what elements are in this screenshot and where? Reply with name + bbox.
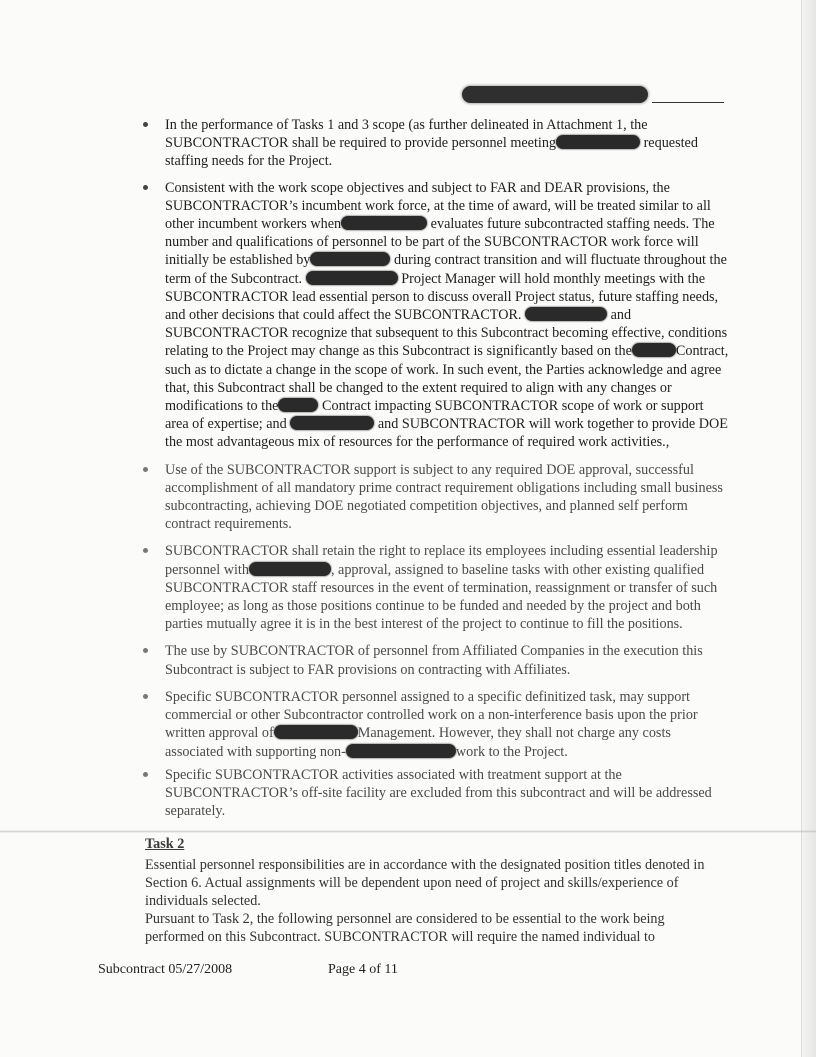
bullet-text: Project Manager will hold monthly meetings with the SUBCONTRACTOR lead essential person to discuss overall Project status, future staffing needs, and other decisions that could affect the SUBCONTRACTOR. [165, 270, 719, 324]
task-2-paragraph-2: Pursuant to Task 2, the following personnel are considered to be essential to the work being performed on this Subcontract. SUBCONTRACTOR will require the named individual to [145, 911, 665, 946]
bullet-item [140, 766, 730, 821]
redaction-mark [290, 416, 374, 430]
bullet-text: during contract transition and will fluctuate throughout the term of the Subcontract. [165, 252, 727, 287]
bullet-dot-icon [143, 772, 148, 777]
redaction-mark [346, 744, 456, 758]
bullet-text: and SUBCONTRACTOR will work together to provide DOE the most advantageous mix of resources for the performance of required work activities., [165, 416, 728, 451]
redaction-mark [632, 343, 676, 357]
bullet-item [140, 688, 730, 761]
page-edge-shadow [801, 0, 816, 1057]
redaction-mark [249, 562, 331, 576]
header-redaction [462, 86, 648, 103]
redaction-mark [306, 271, 398, 285]
bullet-item [140, 542, 730, 633]
bullet-item [140, 179, 730, 452]
bullet-dot-icon [143, 185, 148, 190]
bullet-item [140, 461, 730, 534]
bullet-text: Specific SUBCONTRACTOR personnel assigned to a specific definitized task, may support commercial or other Subcontractor controlled work on a non-interference basis upon the prior written approval of [165, 688, 698, 742]
bullet-text: Contract, such as to dictate a change in the scope of work. In such event, the Parties acknowledge and agree that, this Subcontract shall be changed to the extent required to align with any changes or modifications to the [165, 343, 729, 415]
header-rule [652, 102, 724, 103]
bullet-dot-icon [143, 648, 148, 653]
bullet-text: Consistent with the work scope objectives and subject to FAR and DEAR provisions, the SUBCONTRACTOR’s incumbent work force, at the time of award, will be treated similar to all other incumbent workers when [165, 179, 711, 233]
bullet-text: Management. However, they shall not charge any costs associated with supporting non- [165, 725, 671, 760]
bullet-item [140, 116, 730, 171]
bullet-dot-icon [143, 548, 148, 553]
bullet-text: , approval, assigned to baseline tasks with other existing qualified SUBCONTRACTOR staff resources in the event of termination, reassignment or transfer of such employee; as long as those positions continue to be funded and needed by the project and both parties mutually agree it is in the best interest of the project to continue to fill the positions. [165, 561, 718, 633]
bullet-text: Specific SUBCONTRACTOR activities associated with treatment support at the SUBCONTRACTOR’s off-site facility are excluded from this subcontract and will be addressed separately. [165, 766, 712, 820]
bullet-dot-icon [143, 122, 148, 127]
bullet-text: requested staffing needs for the Project. [165, 135, 698, 170]
bullet-text: SUBCONTRACTOR shall retain the right to replace its employees including essential leadership personnel with [165, 543, 718, 578]
footer-page-number: Page 4 of 11 [328, 962, 398, 977]
bullet-text: and SUBCONTRACTOR recognize that subsequent to this Subcontract becoming effective, conditions relating to the Project may change as this Subcontract is significantly based on the [165, 307, 728, 360]
redaction-mark [278, 398, 318, 412]
bullet-text: The use by SUBCONTRACTOR of personnel from Affiliated Companies in the execution this Subcontract is subject to FAR provisions on contracting with Affiliates. [165, 643, 703, 678]
footer-document-id: Subcontract 05/27/2008 [98, 962, 233, 977]
bullet-text: In the performance of Tasks 1 and 3 scope (as further delineated in Attachment 1, the SUBCONTRACTOR shall be required to provide personnel meeting [165, 117, 648, 152]
bullet-item [140, 642, 730, 678]
bullet-text: evaluates future subcontracted staffing needs. The number and qualifications of personnel to be part of the SUBCONTRACTOR work force will initially be established by [165, 216, 715, 269]
scan-artifact-line [0, 830, 816, 833]
bullet-text: Contract impacting SUBCONTRACTOR scope of work or support area of expertise; and [165, 398, 704, 433]
redaction-mark [274, 725, 358, 739]
redaction-mark [525, 307, 607, 321]
bullet-text: Use of the SUBCONTRACTOR support is subject to any required DOE approval, successful accomplishment of all mandatory prime contract requirement obligations including small business subcontracting, achieving DOE negotiated competition objectives, and planned self perform contract requirements. [165, 461, 723, 533]
bullet-dot-icon [143, 467, 148, 472]
bullet-list [140, 116, 730, 820]
bullet-text: work to the Project. [455, 743, 568, 760]
redaction-mark [341, 216, 427, 230]
task-2-heading: Task 2 [145, 836, 185, 852]
redaction-mark [310, 252, 390, 266]
task-2-paragraph-1: Essential personnel responsibilities are in accordance with the designated position titles denoted in Section 6. Actual assignments will be dependent upon need of project and skills/experience of individuals selected. [145, 857, 705, 910]
bullet-dot-icon [143, 694, 148, 699]
redaction-mark [556, 135, 640, 149]
